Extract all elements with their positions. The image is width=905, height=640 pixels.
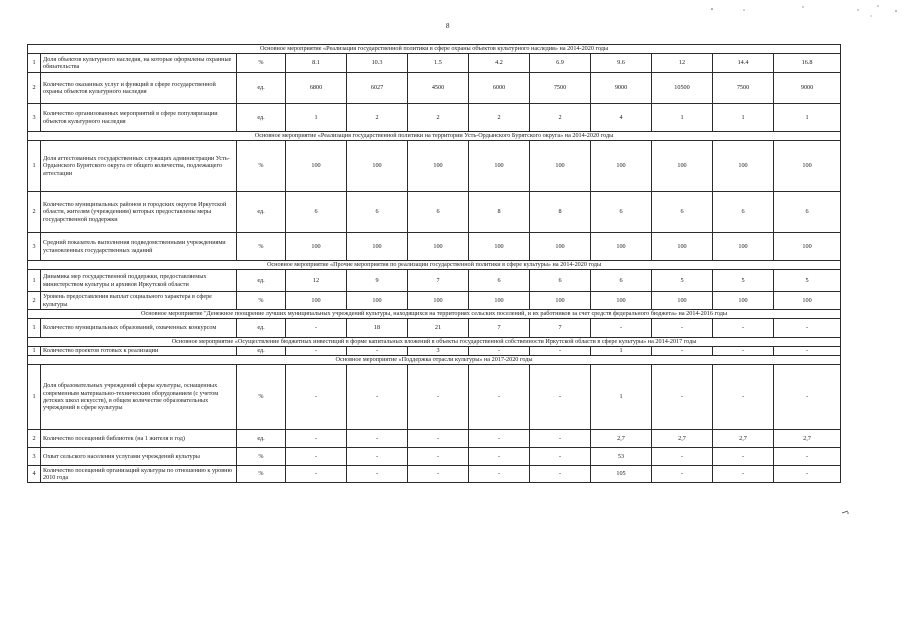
unit-cell: ед. [237, 270, 286, 292]
unit-cell: ед. [237, 430, 286, 448]
value-cell: 14.4 [713, 54, 774, 73]
value-cell: 1 [774, 104, 841, 132]
value-cell: 100 [347, 292, 408, 310]
row-number: 3 [28, 448, 41, 466]
value-cell: - [408, 365, 469, 430]
value-cell: 10.3 [347, 54, 408, 73]
value-cell: 6 [713, 192, 774, 233]
value-cell: - [774, 365, 841, 430]
value-cell: 100 [469, 233, 530, 261]
value-cell: 2 [469, 104, 530, 132]
value-cell: 2 [347, 104, 408, 132]
value-cell: 6 [530, 270, 591, 292]
indicator-name: Уровень предоставления выплат социального характера в сфере культуры [41, 292, 237, 310]
value-cell: - [347, 466, 408, 483]
value-cell: - [347, 365, 408, 430]
value-cell: - [408, 466, 469, 483]
indicator-name: Количество посещений библиотек (на 1 жителя в год) [41, 430, 237, 448]
section-title: Основное мероприятие "Денежное поощрение лучших муниципальных учреждений культуры, находящихся на территориях сельских поселений, и их работников за счет средств федерального бюджета» на 2014-2016 годы [28, 310, 841, 319]
value-cell: 100 [347, 233, 408, 261]
value-cell: 2,7 [591, 430, 652, 448]
value-cell: 2 [408, 104, 469, 132]
row-number: 2 [28, 192, 41, 233]
value-cell: 100 [591, 292, 652, 310]
value-cell: 1 [652, 104, 713, 132]
value-cell: 9000 [774, 73, 841, 104]
value-cell: 12 [286, 270, 347, 292]
value-cell: - [469, 347, 530, 356]
value-cell: - [286, 448, 347, 466]
value-cell: 100 [591, 233, 652, 261]
value-cell: 100 [713, 233, 774, 261]
value-cell: 100 [347, 141, 408, 192]
row-number: 1 [28, 270, 41, 292]
value-cell: 100 [408, 141, 469, 192]
row-number: 4 [28, 466, 41, 483]
section-title: Основное мероприятие «Реализация государственной политики на территории Усть-Ордынского Бурятского округа» на 2014-2020 годы [28, 132, 841, 141]
section-title: Основное мероприятие «Поддержка отрасли культуры» на 2017-2020 годы [28, 356, 841, 365]
value-cell: 6 [408, 192, 469, 233]
value-cell: 9.6 [591, 54, 652, 73]
row-number: 2 [28, 430, 41, 448]
value-cell: - [286, 430, 347, 448]
value-cell: - [713, 365, 774, 430]
value-cell: 7 [530, 319, 591, 338]
value-cell: - [408, 448, 469, 466]
value-cell: - [347, 448, 408, 466]
value-cell: 100 [408, 292, 469, 310]
unit-cell: % [237, 292, 286, 310]
value-cell: 6 [469, 270, 530, 292]
indicator-name: Количество муниципальных образований, охваченных конкурсом [41, 319, 237, 338]
value-cell: - [713, 319, 774, 338]
value-cell: - [530, 347, 591, 356]
value-cell: 18 [347, 319, 408, 338]
value-cell: - [286, 319, 347, 338]
value-cell: 100 [530, 292, 591, 310]
value-cell: 100 [774, 141, 841, 192]
unit-cell: % [237, 233, 286, 261]
value-cell: 1 [591, 347, 652, 356]
unit-cell: ед. [237, 192, 286, 233]
row-number: 3 [28, 104, 41, 132]
indicator-name: Количество муниципальных районов и городских округов Иркутской области, жителям (учреждениям) которых предоставлены меры государственной поддержки [41, 192, 237, 233]
value-cell: 100 [530, 233, 591, 261]
value-cell: - [286, 466, 347, 483]
value-cell: 100 [530, 141, 591, 192]
value-cell: 6 [774, 192, 841, 233]
value-cell: 100 [408, 233, 469, 261]
value-cell: - [652, 319, 713, 338]
value-cell: 9 [347, 270, 408, 292]
value-cell: - [774, 448, 841, 466]
value-cell: 100 [469, 292, 530, 310]
value-cell: 7500 [530, 73, 591, 104]
value-cell: 100 [591, 141, 652, 192]
unit-cell: ед. [237, 104, 286, 132]
section-title: Основное мероприятие «Осуществление бюджетных инвестиций в форме капитальных вложений в объекты государственной собственности Иркутской области в сфере культуры» на 2014-2017 годы [28, 338, 841, 347]
value-cell: 6800 [286, 73, 347, 104]
value-cell: - [530, 430, 591, 448]
value-cell: 9000 [591, 73, 652, 104]
indicator-name: Количество организованных мероприятий в сфере популяризации объектов культурного наследия [41, 104, 237, 132]
value-cell: - [530, 365, 591, 430]
value-cell: 4500 [408, 73, 469, 104]
value-cell: 2,7 [652, 430, 713, 448]
unit-cell: % [237, 466, 286, 483]
value-cell: - [591, 319, 652, 338]
value-cell: - [286, 347, 347, 356]
indicator-name: Доля образовательных учреждений сферы культуры, оснащенных современным материально-техническим оборудованием (с учетом детских школ искусств), в общем количестве образовательных учреждений в сфере культуры [41, 365, 237, 430]
value-cell: 100 [652, 233, 713, 261]
value-cell: 100 [469, 141, 530, 192]
indicator-name: Охват сельского населения услугами учреждений культуры [41, 448, 237, 466]
value-cell: 5 [713, 270, 774, 292]
row-number: 1 [28, 141, 41, 192]
indicator-name: Количество посещений организаций культуры по отношению к уровню 2010 года [41, 466, 237, 483]
row-number: 1 [28, 347, 41, 356]
value-cell: 100 [652, 141, 713, 192]
value-cell: 100 [286, 141, 347, 192]
value-cell: 100 [652, 292, 713, 310]
value-cell: - [713, 347, 774, 356]
value-cell: 1 [713, 104, 774, 132]
value-cell: 105 [591, 466, 652, 483]
unit-cell: % [237, 54, 286, 73]
value-cell: 8 [530, 192, 591, 233]
row-number: 1 [28, 365, 41, 430]
unit-cell: ед. [237, 347, 286, 356]
value-cell: 100 [713, 141, 774, 192]
value-cell: 100 [774, 233, 841, 261]
indicator-name: Средний показатель выполнения подведомственными учреждениями установленных государственных заданий [41, 233, 237, 261]
value-cell: - [774, 347, 841, 356]
indicator-name: Доля аттестованных государственных служащих администрации Усть-Ордынского Бурятского округа от общего количества, подлежащего аттестации [41, 141, 237, 192]
value-cell: - [530, 466, 591, 483]
value-cell: - [408, 430, 469, 448]
value-cell: - [469, 448, 530, 466]
page-number: 8 [446, 22, 450, 30]
value-cell: - [286, 365, 347, 430]
value-cell: 12 [652, 54, 713, 73]
value-cell: 6 [652, 192, 713, 233]
value-cell: 16.8 [774, 54, 841, 73]
indicator-name: Доля объектов культурного наследия, на которые оформлены охранные обязательства [41, 54, 237, 73]
value-cell: 5 [652, 270, 713, 292]
value-cell: 6 [286, 192, 347, 233]
unit-cell: % [237, 448, 286, 466]
value-cell: 2,7 [774, 430, 841, 448]
value-cell: 6 [347, 192, 408, 233]
value-cell: 100 [713, 292, 774, 310]
value-cell: 4 [591, 104, 652, 132]
value-cell: - [652, 466, 713, 483]
value-cell: - [469, 365, 530, 430]
unit-cell: ед. [237, 73, 286, 104]
value-cell: - [652, 365, 713, 430]
unit-cell: ед. [237, 319, 286, 338]
value-cell: 6027 [347, 73, 408, 104]
value-cell: - [469, 466, 530, 483]
section-title: Основное мероприятие «Реализация государственной политики в сфере охраны объектов культурного наследия» на 2014-2020 годы [28, 45, 841, 54]
row-number: 2 [28, 73, 41, 104]
value-cell: - [347, 430, 408, 448]
unit-cell: % [237, 141, 286, 192]
value-cell: - [713, 448, 774, 466]
value-cell: 6000 [469, 73, 530, 104]
value-cell: 5 [774, 270, 841, 292]
value-cell: - [469, 430, 530, 448]
indicator-name: Динамика мер государственной поддержки, предоставляемых министерством культуры и архивов Иркутской области [41, 270, 237, 292]
value-cell: 1 [591, 365, 652, 430]
value-cell: 6 [591, 270, 652, 292]
value-cell: 2,7 [713, 430, 774, 448]
value-cell: - [530, 448, 591, 466]
value-cell: 7500 [713, 73, 774, 104]
value-cell: 2 [530, 104, 591, 132]
row-number: 2 [28, 292, 41, 310]
value-cell: - [774, 319, 841, 338]
value-cell: 7 [469, 319, 530, 338]
value-cell: 10500 [652, 73, 713, 104]
value-cell: 53 [591, 448, 652, 466]
value-cell: 8.1 [286, 54, 347, 73]
value-cell: 6.9 [530, 54, 591, 73]
indicator-name: Количество оказанных услуг и функций в сфере государственной охраны объектов культурного наследия [41, 73, 237, 104]
value-cell: 1 [286, 104, 347, 132]
value-cell: 100 [286, 292, 347, 310]
section-title: Основное мероприятие «Прочие мероприятия по реализации государственной политики в сфере культуры» на 2014-2020 годы [28, 261, 841, 270]
value-cell: - [652, 448, 713, 466]
value-cell: 100 [286, 233, 347, 261]
value-cell: - [347, 347, 408, 356]
value-cell: 6 [591, 192, 652, 233]
value-cell: - [774, 466, 841, 483]
value-cell: 7 [408, 270, 469, 292]
value-cell: 100 [774, 292, 841, 310]
row-number: 1 [28, 319, 41, 338]
row-number: 1 [28, 54, 41, 73]
value-cell: 8 [469, 192, 530, 233]
value-cell: 21 [408, 319, 469, 338]
value-cell: 1.5 [408, 54, 469, 73]
value-cell: - [652, 347, 713, 356]
unit-cell: % [237, 365, 286, 430]
value-cell: 3 [408, 347, 469, 356]
value-cell: 4.2 [469, 54, 530, 73]
value-cell: - [713, 466, 774, 483]
indicator-name: Количество проектов готовых к реализации [41, 347, 237, 356]
row-number: 3 [28, 233, 41, 261]
